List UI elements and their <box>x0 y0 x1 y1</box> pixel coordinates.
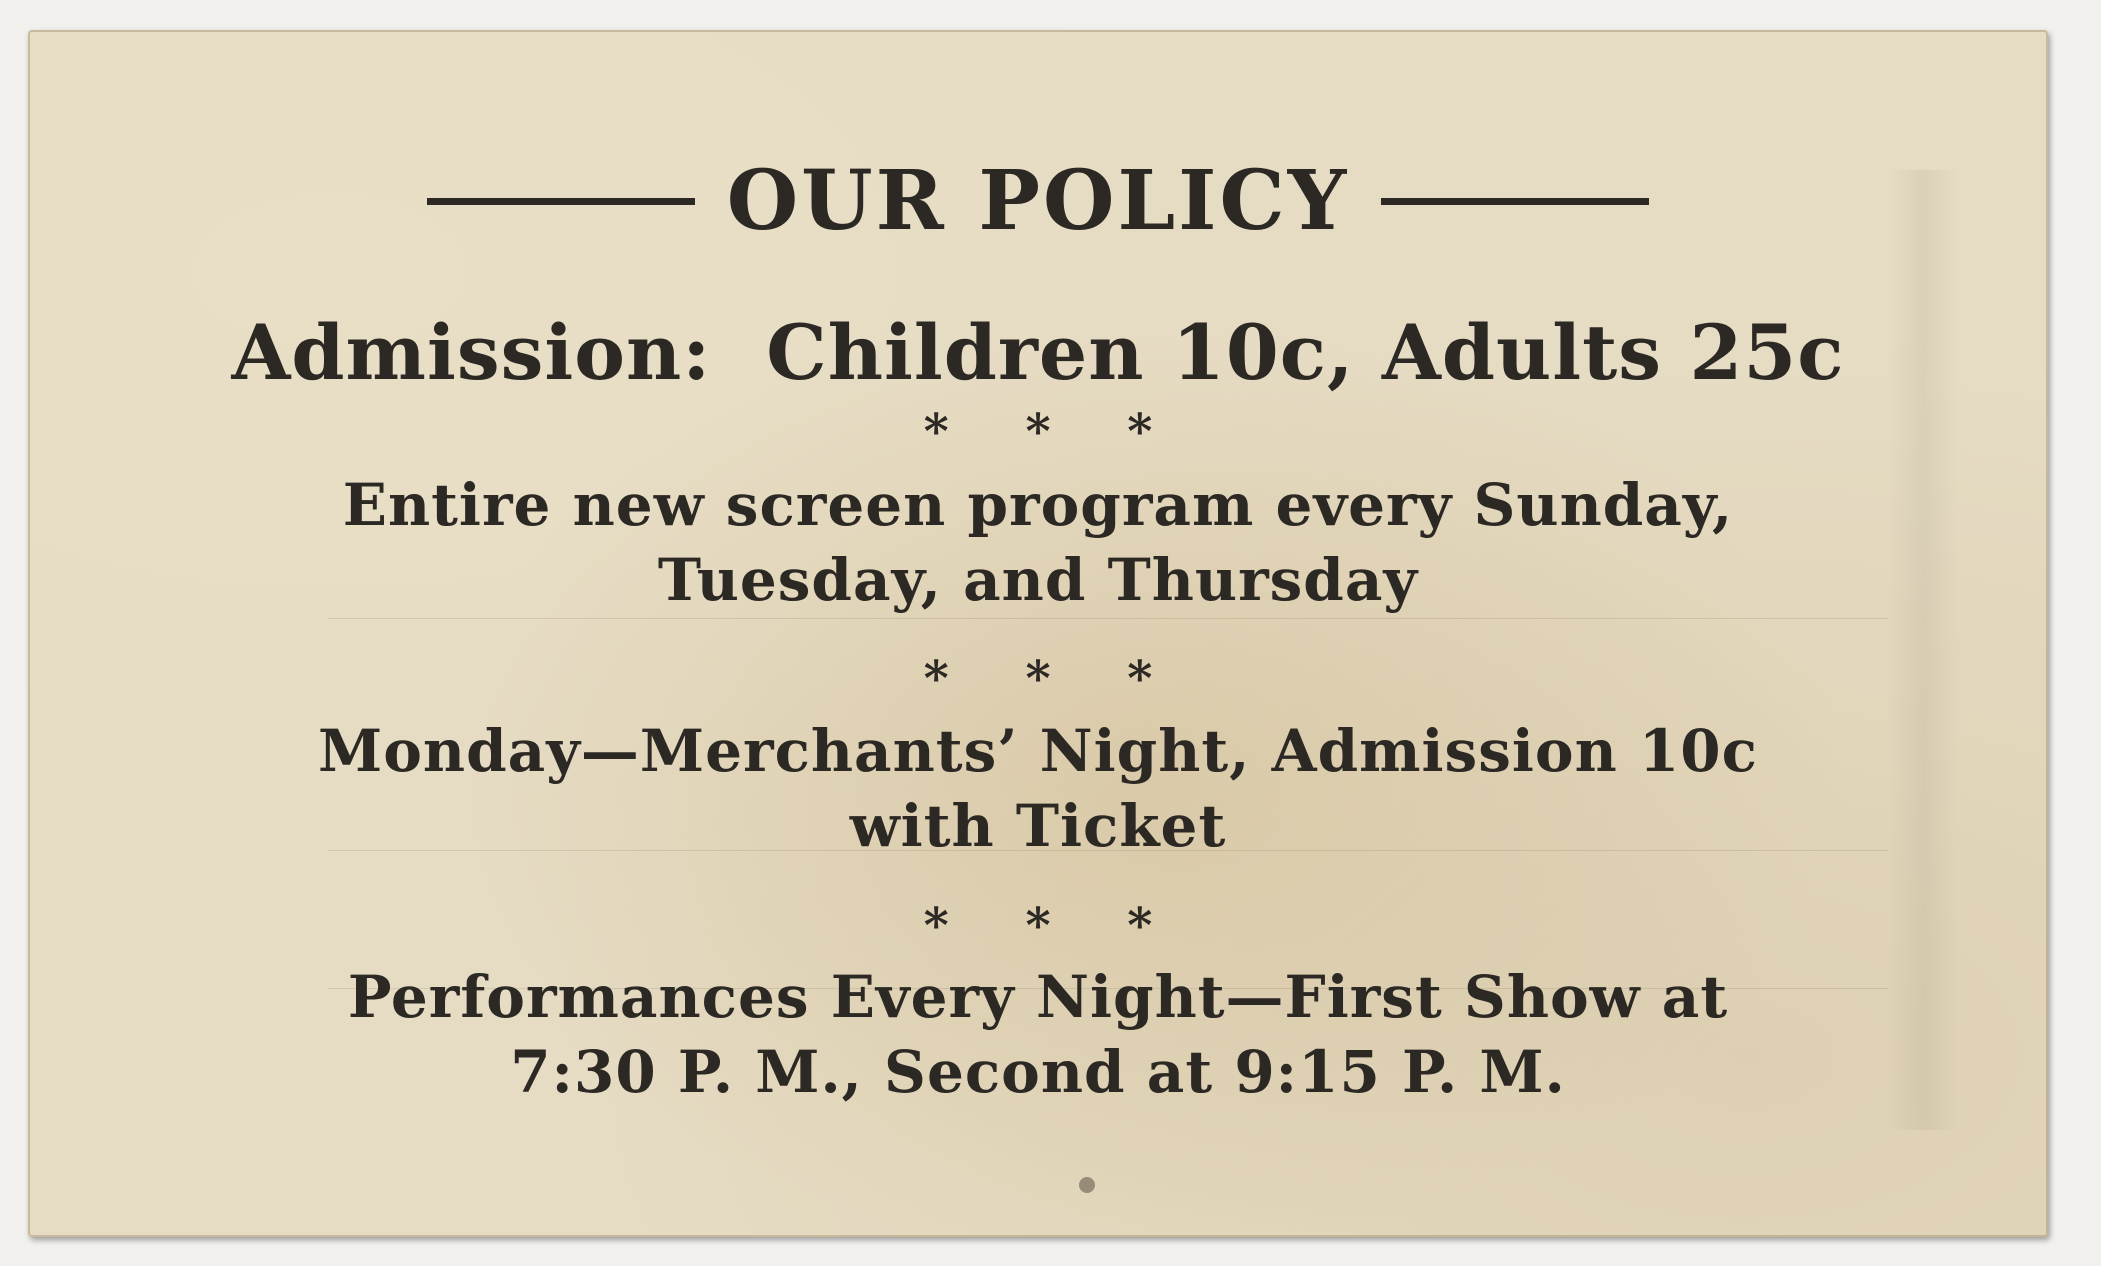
merchants-night-line-1: Monday—Merchants’ Night, Admission 10c <box>318 717 1758 785</box>
ink-dot <box>1079 1177 1095 1193</box>
title-rule-right <box>1381 198 1649 205</box>
program-schedule-line-2: Tuesday, and Thursday <box>657 546 1419 615</box>
separator-stars: * * * <box>923 404 1153 460</box>
program-schedule <box>28 468 2048 619</box>
program-schedule-line-1: Entire new screen program every Sunday, <box>342 471 1734 539</box>
separator-stars: * * * <box>923 651 1153 707</box>
card-content <box>28 30 2048 1237</box>
title-row <box>28 153 2048 249</box>
card-title: OUR POLICY <box>726 153 1350 249</box>
performance-times <box>28 960 2048 1111</box>
title-rule-left <box>427 198 695 205</box>
policy-card <box>28 30 2048 1237</box>
performance-times-line-2: 7:30 P. M., Second at 9:15 P. M. <box>510 1038 1566 1107</box>
merchants-night-line-2: with Ticket <box>849 792 1227 861</box>
separator-stars: * * * <box>923 898 1153 954</box>
admission-prices: Admission: Children 10c, Adults 25c <box>231 308 1845 397</box>
merchants-night <box>28 714 2048 865</box>
performance-times-line-1: Performances Every Night—First Show at <box>347 963 1729 1031</box>
